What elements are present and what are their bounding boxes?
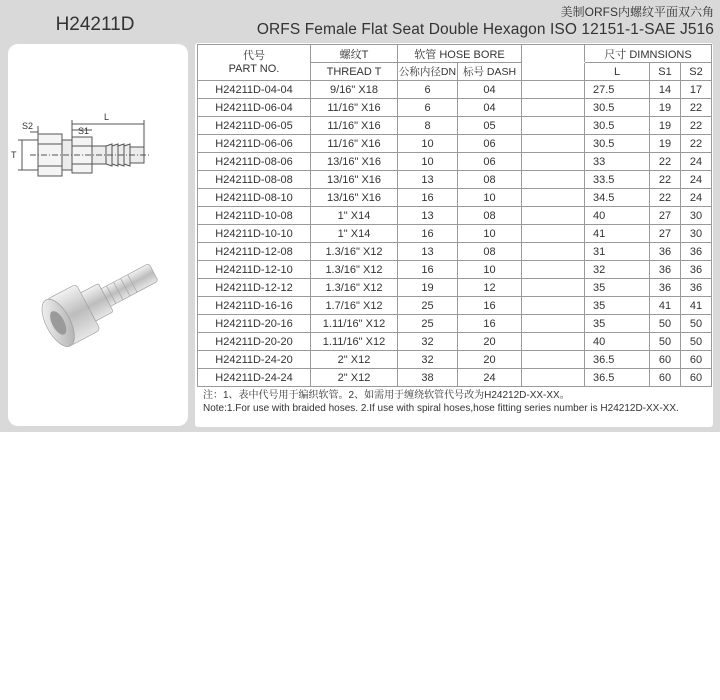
cell-part: H24211D-24-24 bbox=[198, 369, 311, 387]
header-bore: 软管 HOSE BORE bbox=[398, 45, 522, 63]
cell-l: 32 bbox=[585, 261, 650, 279]
model-number: H24211D bbox=[55, 14, 135, 35]
cell-part: H24211D-12-12 bbox=[198, 279, 311, 297]
header-part-en: PART NO. bbox=[228, 62, 280, 75]
cell-dn: 25 bbox=[398, 315, 458, 333]
cell-part: H24211D-06-05 bbox=[198, 117, 311, 135]
cell-empty bbox=[522, 117, 585, 135]
cell-s2: 30 bbox=[681, 225, 712, 243]
cell-dash: 08 bbox=[458, 171, 522, 189]
cell-l: 27.5 bbox=[585, 81, 650, 99]
cell-dash: 20 bbox=[458, 333, 522, 351]
cell-s1: 19 bbox=[650, 135, 681, 153]
cell-thread: 1" X14 bbox=[311, 225, 398, 243]
cell-empty bbox=[522, 297, 585, 315]
cell-dn: 32 bbox=[398, 333, 458, 351]
cell-dash: 04 bbox=[458, 81, 522, 99]
cell-part: H24211D-04-04 bbox=[198, 81, 311, 99]
header-bore-dash: 标号 DASH bbox=[458, 63, 522, 81]
cell-part: H24211D-08-10 bbox=[198, 189, 311, 207]
cell-part: H24211D-16-16 bbox=[198, 297, 311, 315]
cell-empty bbox=[522, 135, 585, 153]
cell-dash: 10 bbox=[458, 261, 522, 279]
cell-dash: 16 bbox=[458, 315, 522, 333]
cell-l: 30.5 bbox=[585, 117, 650, 135]
cell-dn: 10 bbox=[398, 135, 458, 153]
table-row bbox=[198, 333, 712, 351]
cell-dash: 05 bbox=[458, 117, 522, 135]
spec-table-body bbox=[198, 81, 712, 387]
table-row bbox=[198, 351, 712, 369]
cell-empty bbox=[522, 279, 585, 297]
cell-s2: 22 bbox=[681, 117, 712, 135]
cell-dn: 13 bbox=[398, 207, 458, 225]
cell-empty bbox=[522, 171, 585, 189]
cell-part: H24211D-10-08 bbox=[198, 207, 311, 225]
cell-dn: 16 bbox=[398, 261, 458, 279]
header-l: L bbox=[585, 63, 650, 81]
title-block bbox=[257, 5, 714, 39]
cell-dash: 10 bbox=[458, 225, 522, 243]
cell-s1: 36 bbox=[650, 243, 681, 261]
cell-l: 30.5 bbox=[585, 99, 650, 117]
cell-empty bbox=[522, 369, 585, 387]
cell-dn: 13 bbox=[398, 171, 458, 189]
cell-s2: 50 bbox=[681, 315, 712, 333]
cell-s1: 41 bbox=[650, 297, 681, 315]
spec-table bbox=[197, 44, 712, 387]
cell-dn: 38 bbox=[398, 369, 458, 387]
cell-thread: 13/16" X16 bbox=[311, 153, 398, 171]
cell-s1: 50 bbox=[650, 333, 681, 351]
cell-s1: 50 bbox=[650, 315, 681, 333]
cell-s1: 22 bbox=[650, 153, 681, 171]
cell-dash: 20 bbox=[458, 351, 522, 369]
table-row bbox=[198, 135, 712, 153]
cell-s1: 19 bbox=[650, 117, 681, 135]
table-row bbox=[198, 225, 712, 243]
table-row bbox=[198, 81, 712, 99]
header-thread-en: THREAD T bbox=[311, 63, 398, 81]
table-row bbox=[198, 153, 712, 171]
header-spacer bbox=[522, 45, 585, 63]
cell-dn: 19 bbox=[398, 279, 458, 297]
cell-part: H24211D-24-20 bbox=[198, 351, 311, 369]
spec-panel bbox=[195, 43, 713, 427]
cell-thread: 2" X12 bbox=[311, 351, 398, 369]
cell-empty bbox=[522, 225, 585, 243]
cell-s1: 27 bbox=[650, 225, 681, 243]
label-t: T bbox=[11, 150, 17, 160]
cell-empty bbox=[522, 315, 585, 333]
cell-part: H24211D-08-06 bbox=[198, 153, 311, 171]
cell-l: 35 bbox=[585, 315, 650, 333]
cell-l: 40 bbox=[585, 333, 650, 351]
cell-thread: 1.7/16" X12 bbox=[311, 297, 398, 315]
cell-part: H24211D-20-16 bbox=[198, 315, 311, 333]
table-row bbox=[198, 243, 712, 261]
cell-dash: 08 bbox=[458, 207, 522, 225]
cell-s1: 36 bbox=[650, 261, 681, 279]
table-row bbox=[198, 315, 712, 333]
cell-part: H24211D-20-20 bbox=[198, 333, 311, 351]
cell-s2: 36 bbox=[681, 243, 712, 261]
header-empty bbox=[522, 63, 585, 81]
cell-thread: 1.11/16" X12 bbox=[311, 333, 398, 351]
cell-s1: 60 bbox=[650, 351, 681, 369]
cell-dn: 16 bbox=[398, 189, 458, 207]
table-row bbox=[198, 261, 712, 279]
cell-s2: 60 bbox=[681, 351, 712, 369]
cell-empty bbox=[522, 99, 585, 117]
cell-empty bbox=[522, 261, 585, 279]
cell-empty bbox=[522, 207, 585, 225]
cell-part: H24211D-06-04 bbox=[198, 99, 311, 117]
cell-dash: 08 bbox=[458, 243, 522, 261]
cell-s1: 19 bbox=[650, 99, 681, 117]
cell-s2: 24 bbox=[681, 171, 712, 189]
cell-dash: 24 bbox=[458, 369, 522, 387]
cell-s2: 17 bbox=[681, 81, 712, 99]
cell-l: 36.5 bbox=[585, 351, 650, 369]
cell-l: 30.5 bbox=[585, 135, 650, 153]
cell-s1: 36 bbox=[650, 279, 681, 297]
cell-l: 40 bbox=[585, 207, 650, 225]
table-row bbox=[198, 189, 712, 207]
cell-l: 33.5 bbox=[585, 171, 650, 189]
header-thread-cn: 螺纹T bbox=[311, 45, 398, 63]
cell-part: H24211D-06-06 bbox=[198, 135, 311, 153]
header-row-1 bbox=[198, 45, 712, 63]
fitting-photo bbox=[8, 234, 188, 374]
cell-l: 41 bbox=[585, 225, 650, 243]
cell-empty bbox=[522, 81, 585, 99]
cell-s2: 36 bbox=[681, 261, 712, 279]
header-part-cn: 代号 bbox=[243, 49, 265, 62]
cell-empty bbox=[522, 189, 585, 207]
title-english: ORFS Female Flat Seat Double Hexagon ISO 12151-1-SAE J516 bbox=[256, 21, 714, 38]
table-row bbox=[198, 369, 712, 387]
cell-s2: 50 bbox=[681, 333, 712, 351]
cell-thread: 1.3/16" X12 bbox=[311, 243, 398, 261]
cell-thread: 2" X12 bbox=[311, 369, 398, 387]
cell-s1: 22 bbox=[650, 189, 681, 207]
cell-dash: 06 bbox=[458, 153, 522, 171]
cell-dash: 12 bbox=[458, 279, 522, 297]
cell-thread: 11/16" X16 bbox=[311, 99, 398, 117]
cell-dn: 6 bbox=[398, 81, 458, 99]
header-part bbox=[198, 45, 311, 81]
cell-s1: 22 bbox=[650, 171, 681, 189]
label-l: L bbox=[104, 112, 110, 122]
cell-s1: 60 bbox=[650, 369, 681, 387]
cell-l: 35 bbox=[585, 279, 650, 297]
cell-l: 35 bbox=[585, 297, 650, 315]
cell-part: H24211D-08-08 bbox=[198, 171, 311, 189]
header-s1: S1 bbox=[650, 63, 681, 81]
cell-thread: 11/16" X16 bbox=[311, 135, 398, 153]
cell-s2: 22 bbox=[681, 99, 712, 117]
cell-s2: 30 bbox=[681, 207, 712, 225]
cell-empty bbox=[522, 333, 585, 351]
cell-thread: 13/16" X16 bbox=[311, 171, 398, 189]
cell-thread: 13/16" X16 bbox=[311, 189, 398, 207]
cell-l: 31 bbox=[585, 243, 650, 261]
table-row bbox=[198, 171, 712, 189]
cell-thread: 9/16" X18 bbox=[311, 81, 398, 99]
note-chinese: 注：1、表中代号用于编织软管。2、如需用于缠绕软管代号改为H24212D-XX-XX。 bbox=[203, 390, 570, 401]
header-dims: 尺寸 DIMNSIONS bbox=[585, 45, 712, 63]
cell-dn: 6 bbox=[398, 99, 458, 117]
notes bbox=[203, 389, 709, 415]
cell-part: H24211D-12-08 bbox=[198, 243, 311, 261]
cell-s2: 60 bbox=[681, 369, 712, 387]
cell-empty bbox=[522, 243, 585, 261]
cell-s2: 24 bbox=[681, 189, 712, 207]
illustration-panel bbox=[8, 44, 188, 426]
cell-l: 34.5 bbox=[585, 189, 650, 207]
table-row bbox=[198, 117, 712, 135]
cell-dash: 10 bbox=[458, 189, 522, 207]
cell-thread: 1.3/16" X12 bbox=[311, 261, 398, 279]
label-s2: S2 bbox=[22, 121, 34, 131]
cell-dn: 10 bbox=[398, 153, 458, 171]
cell-s1: 27 bbox=[650, 207, 681, 225]
cell-s2: 41 bbox=[681, 297, 712, 315]
cell-dash: 06 bbox=[458, 135, 522, 153]
cell-thread: 1" X14 bbox=[311, 207, 398, 225]
cell-empty bbox=[522, 153, 585, 171]
technical-drawing bbox=[8, 104, 188, 224]
table-row bbox=[198, 297, 712, 315]
cell-dash: 04 bbox=[458, 99, 522, 117]
cell-dn: 32 bbox=[398, 351, 458, 369]
table-row bbox=[198, 279, 712, 297]
table-row bbox=[198, 207, 712, 225]
cell-dn: 13 bbox=[398, 243, 458, 261]
title-chinese: 美制ORFS内螺纹平面双六角 bbox=[560, 5, 714, 19]
cell-dn: 25 bbox=[398, 297, 458, 315]
cell-s2: 36 bbox=[681, 279, 712, 297]
cell-dn: 8 bbox=[398, 117, 458, 135]
cell-empty bbox=[522, 351, 585, 369]
cell-thread: 11/16" X16 bbox=[311, 117, 398, 135]
label-s1: S1 bbox=[78, 126, 90, 136]
cell-dn: 16 bbox=[398, 225, 458, 243]
cell-thread: 1.3/16" X12 bbox=[311, 279, 398, 297]
header-s2: S2 bbox=[681, 63, 712, 81]
cell-s2: 24 bbox=[681, 153, 712, 171]
cell-thread: 1.11/16" X12 bbox=[311, 315, 398, 333]
header-bore-dn: 公称内径DN bbox=[398, 63, 458, 81]
cell-part: H24211D-10-10 bbox=[198, 225, 311, 243]
cell-dash: 16 bbox=[458, 297, 522, 315]
table-row bbox=[198, 99, 712, 117]
note-english: Note:1.For use with braided hoses. 2.If use with spiral hoses,hose fitting series number is H24212D-XX-XX. bbox=[203, 403, 679, 414]
cell-l: 36.5 bbox=[585, 369, 650, 387]
cell-part: H24211D-12-10 bbox=[198, 261, 311, 279]
cell-s1: 14 bbox=[650, 81, 681, 99]
cell-s2: 22 bbox=[681, 135, 712, 153]
cell-l: 33 bbox=[585, 153, 650, 171]
